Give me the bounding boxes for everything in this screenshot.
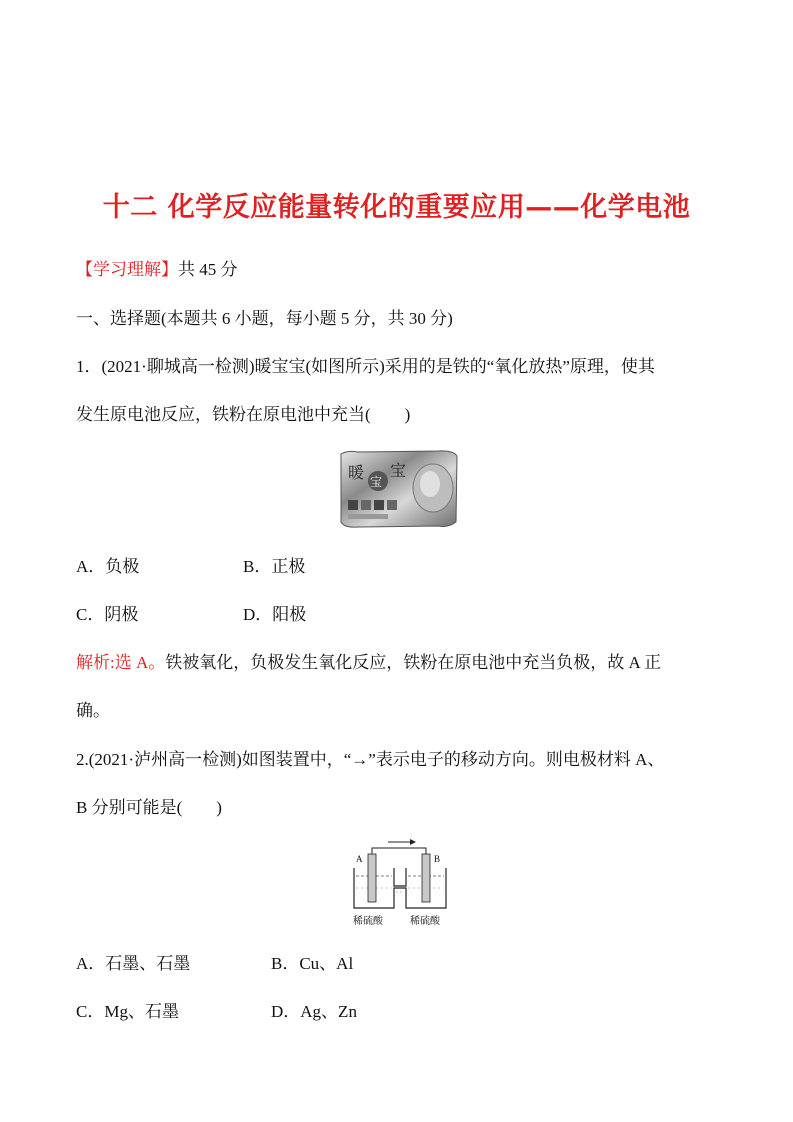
question-1-line-2: 发生原电池反应，铁粉在原电池中充当( )	[76, 405, 411, 424]
q1-analysis-text: 铁被氧化，负极发生氧化反应，铁粉在原电池中充当负极，故 A 正	[165, 653, 662, 672]
hand-warmer-image	[338, 448, 460, 530]
section-bracket: 【学习理解】	[76, 260, 178, 279]
q2-option-d: D．Ag、Zn	[271, 1002, 357, 1021]
page-title: 十二 化学反应能量转化的重要应用——化学电池	[102, 192, 691, 223]
q1-option-c: C．阴极	[76, 605, 139, 624]
q2-option-a: A．石墨、石墨	[76, 954, 191, 973]
electrode-b	[422, 854, 430, 902]
solution-left-label: 稀硫酸	[353, 916, 383, 927]
section-score: 共 45 分	[178, 260, 238, 279]
q1-analysis-label: 解析:选 A。	[76, 653, 166, 672]
q2-option-b: B．Cu、Al	[271, 954, 354, 973]
q1-analysis-line-2: 确。	[76, 701, 110, 720]
electrochemical-cell-diagram	[350, 836, 450, 930]
question-2-line-2: B 分别可能是( )	[76, 798, 222, 817]
part-heading: 一、选择题(本题共 6 小题，每小题 5 分，共 30 分)	[76, 309, 453, 328]
question-2-line-1: 2.(2021·泸州高一检测)如图装置中，“→”表示电子的移动方向。则电极材料 A、	[76, 750, 665, 769]
q1-option-b: B．正极	[243, 557, 306, 576]
svg-text:宝: 宝	[390, 461, 407, 480]
label-a: A	[356, 854, 363, 864]
label-b: B	[434, 854, 441, 864]
question-1-line-1: 1．(2021·聊城高一检测)暖宝宝(如图所示)采用的是铁的“氧化放热”原理，使其	[76, 357, 655, 376]
q1-option-a: A．负极	[76, 557, 140, 576]
q1-option-d: D．阳极	[243, 605, 307, 624]
hand-warmer-brand: 暖	[348, 463, 365, 482]
svg-text:宝: 宝	[370, 475, 383, 489]
q2-option-c: C．Mg、石墨	[76, 1002, 179, 1021]
section-heading	[76, 258, 238, 282]
solution-right-label: 稀硫酸	[410, 916, 440, 927]
q1-analysis	[76, 651, 661, 675]
electrode-a	[368, 854, 376, 902]
